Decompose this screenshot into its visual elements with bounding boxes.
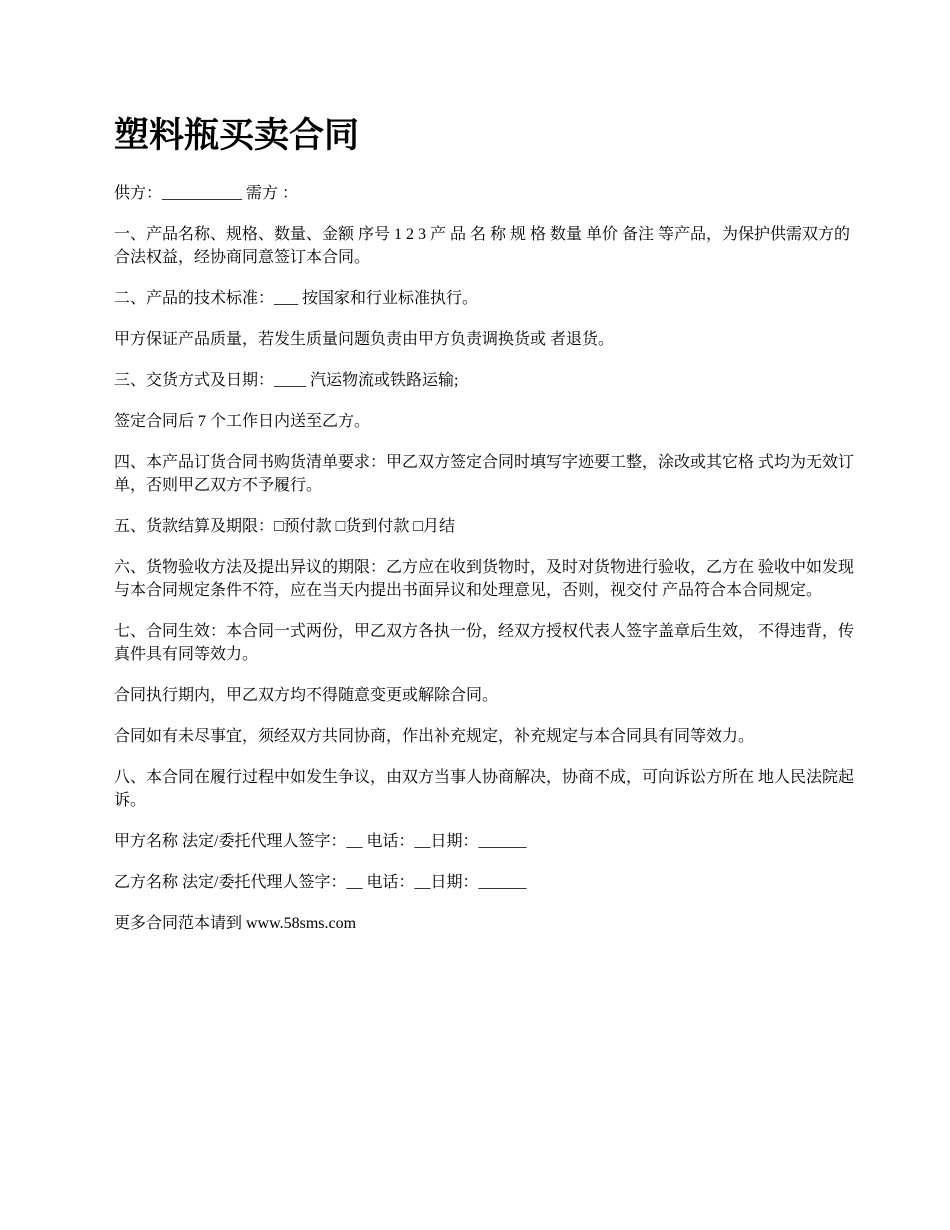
clause-4-order-requirements: 四、本产品订货合同书购货清单要求：甲乙双方签定合同时填写字迹要工整，涂改或其它格 式均为无效订单，否则甲乙双方不予履行。	[114, 454, 855, 494]
party-b-signature-line: 乙方名称 法定/委托代理人签字：__ 电话：__日期：______	[114, 874, 527, 891]
document-page	[114, 110, 854, 953]
supplementary-clause: 合同如有未尽事宜，须经双方共同协商，作出补充规定，补充规定与本合同具有同等效力。	[114, 728, 755, 745]
clause-1-product: 一、产品名称、规格、数量、金额 序号 1 2 3 产 品 名 称 规 格 数量 单价 备注 等产品，为保护供需双方的合法权益，经协商同意签订本合同。	[114, 226, 851, 266]
document-title: 塑料瓶买卖合同	[114, 116, 360, 156]
clause-5-payment: 五、货款结算及期限：□预付款 □货到付款 □月结	[114, 518, 455, 535]
clause-6-inspection: 六、货物验收方法及提出异议的期限：乙方应在收到货物时，及时对货物进行验收，乙方在 验收中如发现与本合同规定条件不符，应在当天内提出书面异议和处理意见，否则，视交付 产品符合本合同规定。	[114, 559, 855, 599]
clause-8-dispute: 八、本合同在履行过程中如发生争议，由双方当事人协商解决，协商不成，可向诉讼方所在 地人民法院起诉。	[114, 769, 855, 809]
supplier-buyer-line: 供方：__________ 需方 ：	[114, 185, 299, 202]
clause-7-effectiveness: 七、合同生效：本合同一式两份，甲乙双方各执一份，经双方授权代表人签字盖章后生效， 不得违背，传真件具有同等效力。	[114, 623, 855, 663]
clause-3-delivery: 三、交货方式及日期：____ 汽运物流或铁路运输;	[114, 372, 459, 389]
clause-2-standard: 二、产品的技术标准：___ 按国家和行业标准执行。	[114, 290, 479, 307]
footer-more-templates: 更多合同范本请到 www.58sms.com	[114, 915, 357, 932]
delivery-deadline: 签定合同后 7 个工作日内送至乙方。	[114, 413, 371, 430]
no-change-clause: 合同执行期内，甲乙双方均不得随意变更或解除合同。	[114, 687, 499, 704]
party-a-signature-line: 甲方名称 法定/委托代理人签字：__ 电话：__日期：______	[114, 833, 527, 850]
quality-guarantee: 甲方保证产品质量，若发生质量问题负责由甲方负责调换货或 者退货。	[114, 331, 615, 348]
